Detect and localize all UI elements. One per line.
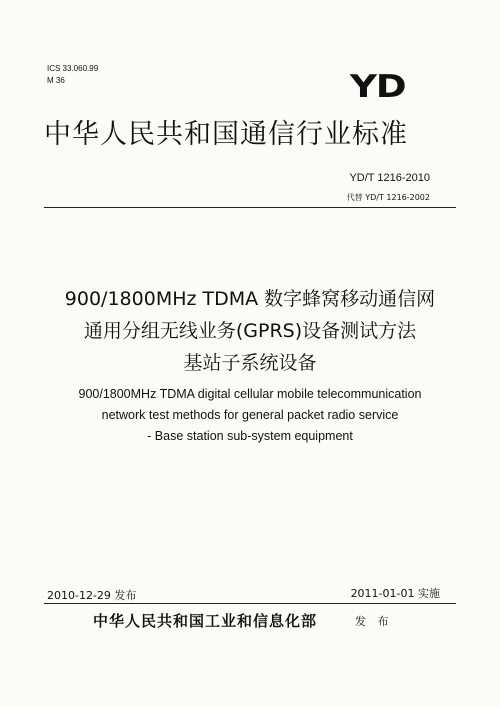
ics-code: ICS 33.060.99 xyxy=(47,64,99,73)
en-title-line-1: 900/1800MHz TDMA digital cellular mobile telecommunication xyxy=(78,387,422,401)
classification-codes xyxy=(47,63,98,87)
standard-title: 中华人民共和国通信行业标准 xyxy=(44,119,408,150)
issue-label: 发 布 xyxy=(355,615,393,628)
en-title-line-2: network test methods for general packet radio service xyxy=(101,408,399,422)
cn-title-line-3: 基站子系统设备 xyxy=(183,352,317,374)
yd-logo: YD xyxy=(350,69,406,105)
replaces-standard: 代替 YD/T 1216-2002 xyxy=(346,193,430,202)
category-code: M 36 xyxy=(47,76,65,85)
issuing-authority: 中华人民共和国工业和信息化部 xyxy=(93,612,318,630)
header-divider xyxy=(44,207,456,208)
cn-title-line-2: 通用分组无线业务(GPRS)设备测试方法 xyxy=(83,320,417,342)
standard-number: YD/T 1216-2010 xyxy=(349,172,430,184)
footer-divider xyxy=(44,603,456,604)
implement-date: 2011-01-01 实施 xyxy=(350,587,440,600)
en-title-line-3: - Base station sub-system equipment xyxy=(147,429,353,443)
cn-title-line-1: 900/1800MHz TDMA 数字蜂窝移动通信网 xyxy=(64,288,436,310)
issue-date: 2010-12-29 发布 xyxy=(47,589,137,602)
